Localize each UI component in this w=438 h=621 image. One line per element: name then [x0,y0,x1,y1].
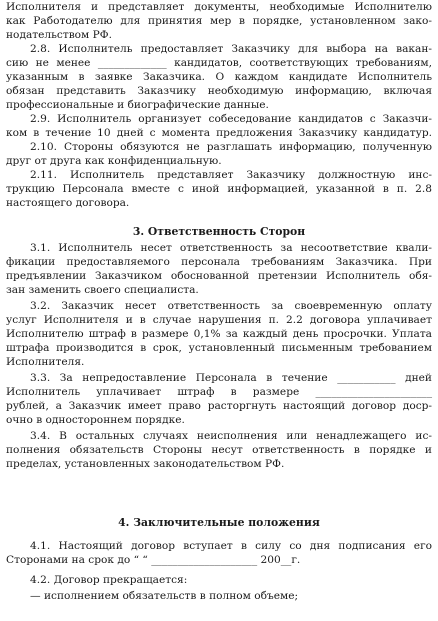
text-line: настоящего договора. [6,197,130,209]
text-line: как Работодателю для принятия мер в порядке, установленном зако- [6,15,432,27]
text-line: 3.3. За непредоставление Персонала в течение ___________ дней [30,372,432,384]
section-heading-responsibility: 3. Ответственность Сторон [132,225,306,238]
text-line: — исполнением обязательств в полном объеме; [30,590,299,602]
text-line: Исполнителя и представляет документы, необходимые Исполнителю [6,1,432,13]
text-line: 4.2. Договор прекращается: [30,574,188,586]
text-line: указанным в заявке Заказчика. О каждом кандидате Исполнитель [6,71,432,83]
text-line: фикации предоставляемого персонала требованиям Заказчика. При [6,256,432,268]
text-line: нодательством РФ. [6,29,112,41]
text-line: очно в одностороннем порядке. [6,414,185,426]
text-line: 3.1. Исполнитель несет ответственность за несоответствие квали- [30,242,432,254]
text-line: трукцию Персонала вместе с иной информацией, указанной в п. 2.8 [6,183,432,195]
text-line: обязан представить Заказчику необходимую информацию, включая [6,85,432,97]
section-heading-final-provisions: 4. Заключительные положения [118,516,320,529]
text-line: 2.9. Исполнитель организует собеседование кандидатов с Заказчи- [30,113,432,125]
text-line: Исполнитель уплачивает штраф в размере ______________________ [6,386,432,398]
text-line: 2.11. Исполнитель представляет Заказчику должностную инс- [30,169,432,181]
text-line: 2.8. Исполнитель предоставляет Заказчику для выбора на вакан- [30,43,432,55]
text-line: Сторонами на срок до “ “ ____________________ 200__г. [6,554,301,566]
text-line: 3.4. В остальных случаях неисполнения или ненадлежащего ис- [30,430,432,442]
text-line: штрафа производится в срок, установленный письменным требованием [6,342,432,354]
text-line: услуг Исполнителя и в случае нарушения п. 2.2 договора уплачивает [6,314,432,326]
text-line: Исполнителю штраф в размере 0,1% за каждый день просрочки. Уплата [6,328,432,340]
text-line: пределах, установленных законодательством РФ. [6,458,285,470]
text-line: 3.2. Заказчик несет ответственность за своевременную оплату [30,300,432,312]
text-line: Исполнителя. [6,356,85,368]
text-line: 4.1. Настоящий договор вступает в силу со дня подписания его [30,540,432,552]
text-line: предъявлении Заказчиком обоснованной претензии Исполнитель обя- [6,270,432,282]
text-line: сию не менее _____________ кандидатов, соответствующих требованиям, [6,57,432,69]
text-line: рублей, а Заказчик имеет право расторгнуть настоящий договор доср- [6,400,432,412]
text-line: полнения обязательств Стороны несут ответственность в порядке и [6,444,432,456]
text-line: зан заменить своего специалиста. [6,284,199,296]
text-line: профессиональные и биографические данные. [6,99,269,111]
text-line: друг от друга как конфиденциальную. [6,155,222,167]
text-line: 2.10. Стороны обязуются не разглашать информацию, полученную [30,141,432,153]
text-line: ком в течение 10 дней с момента предложения Заказчику кандидатур. [6,127,432,139]
